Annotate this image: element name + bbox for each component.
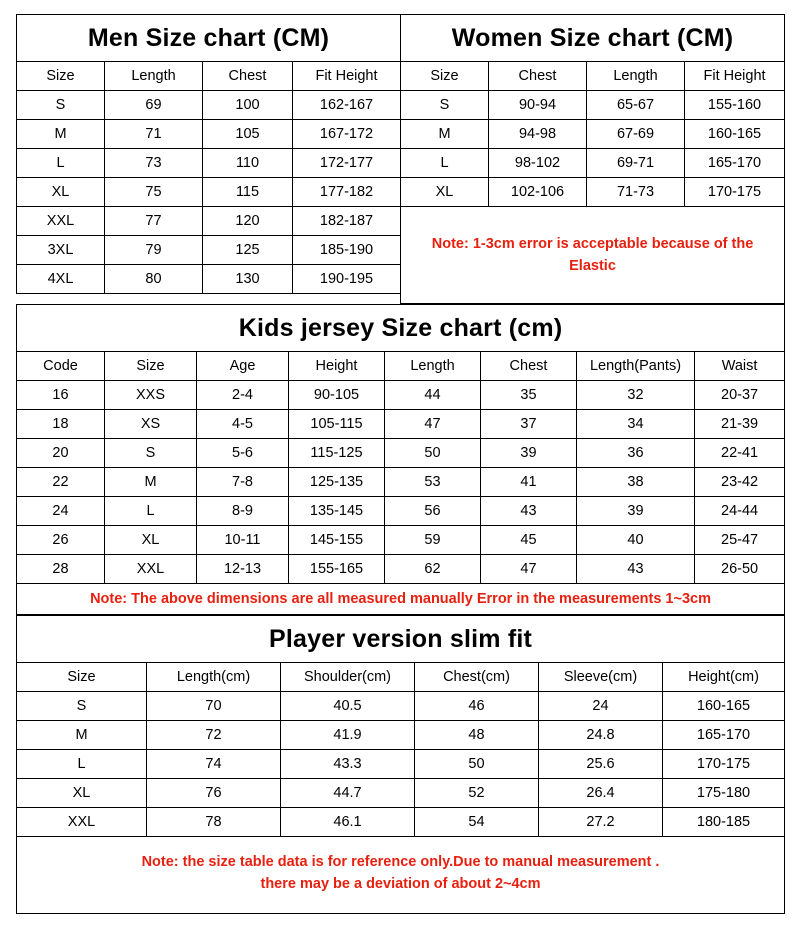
player-col-header: Sleeve(cm): [539, 663, 663, 692]
cell-length: 65-67: [587, 91, 685, 120]
cell-age: 5-6: [197, 439, 289, 468]
men-size-chart: [16, 14, 400, 304]
cell-fit-height: 155-160: [685, 91, 785, 120]
cell-chest: 46: [415, 692, 539, 721]
cell-fit-height: 190-195: [293, 265, 401, 294]
cell-chest: 94-98: [489, 120, 587, 149]
table-row: [401, 149, 785, 178]
table-row: [17, 265, 401, 294]
cell-length: 50: [385, 439, 481, 468]
cell-height: 125-135: [289, 468, 385, 497]
cell-fit-height: 172-177: [293, 149, 401, 178]
men-size-table: [16, 14, 401, 294]
cell-waist: 24-44: [695, 497, 785, 526]
cell-age: 7-8: [197, 468, 289, 497]
cell-fit-height: 182-187: [293, 207, 401, 236]
cell-length-pants: 36: [577, 439, 695, 468]
cell-length: 53: [385, 468, 481, 497]
cell-code: 18: [17, 410, 105, 439]
table-row: [17, 149, 401, 178]
cell-shoulder: 44.7: [281, 779, 415, 808]
cell-age: 10-11: [197, 526, 289, 555]
cell-length-pants: 39: [577, 497, 695, 526]
cell-length: 77: [105, 207, 203, 236]
cell-chest: 50: [415, 750, 539, 779]
cell-fit-height: 177-182: [293, 178, 401, 207]
cell-waist: 20-37: [695, 381, 785, 410]
table-row: [17, 750, 785, 779]
cell-fit-height: 165-170: [685, 149, 785, 178]
cell-size: S: [401, 91, 489, 120]
player-col-header: Shoulder(cm): [281, 663, 415, 692]
cell-waist: 25-47: [695, 526, 785, 555]
cell-chest: 125: [203, 236, 293, 265]
cell-chest: 48: [415, 721, 539, 750]
cell-waist: 21-39: [695, 410, 785, 439]
cell-chest: 54: [415, 808, 539, 837]
player-col-header: Length(cm): [147, 663, 281, 692]
cell-code: 20: [17, 439, 105, 468]
cell-size: XL: [17, 779, 147, 808]
cell-length-pants: 34: [577, 410, 695, 439]
cell-chest: 39: [481, 439, 577, 468]
table-row: [17, 721, 785, 750]
cell-length: 73: [105, 149, 203, 178]
cell-fit-height: 185-190: [293, 236, 401, 265]
player-col-header: Chest(cm): [415, 663, 539, 692]
cell-code: 22: [17, 468, 105, 497]
player-note-line1: Note: the size table data is for reference only.Due to manual measurement .: [141, 853, 660, 870]
cell-size: S: [17, 91, 105, 120]
cell-code: 26: [17, 526, 105, 555]
cell-shoulder: 43.3: [281, 750, 415, 779]
table-row: [17, 779, 785, 808]
table-row: [17, 120, 401, 149]
cell-sleeve: 24: [539, 692, 663, 721]
cell-sleeve: 25.6: [539, 750, 663, 779]
cell-length: 47: [385, 410, 481, 439]
player-note-line2: there may be a deviation of about 2~4cm: [260, 876, 541, 892]
table-row: [401, 178, 785, 207]
top-charts-row: [16, 14, 784, 304]
cell-length: 75: [105, 178, 203, 207]
cell-fit-height: 167-172: [293, 120, 401, 149]
table-row: [17, 236, 401, 265]
table-row: [17, 555, 785, 584]
cell-size: 3XL: [17, 236, 105, 265]
cell-height: 155-165: [289, 555, 385, 584]
cell-size: XXL: [17, 808, 147, 837]
cell-size: M: [17, 120, 105, 149]
cell-sleeve: 24.8: [539, 721, 663, 750]
cell-chest: 105: [203, 120, 293, 149]
women-col-header: Size: [401, 62, 489, 91]
cell-chest: 52: [415, 779, 539, 808]
cell-shoulder: 46.1: [281, 808, 415, 837]
cell-fit-height: 170-175: [685, 178, 785, 207]
table-row: [17, 468, 785, 497]
kids-col-header: Length: [385, 352, 481, 381]
cell-size: M: [105, 468, 197, 497]
cell-length: 56: [385, 497, 481, 526]
cell-size: L: [105, 497, 197, 526]
cell-chest: 35: [481, 381, 577, 410]
cell-height: 175-180: [663, 779, 785, 808]
kids-col-header: Length(Pants): [577, 352, 695, 381]
cell-chest: 43: [481, 497, 577, 526]
cell-chest: 47: [481, 555, 577, 584]
table-row: [17, 439, 785, 468]
cell-waist: 23-42: [695, 468, 785, 497]
cell-code: 24: [17, 497, 105, 526]
women-col-header: Fit Height: [685, 62, 785, 91]
cell-chest: 98-102: [489, 149, 587, 178]
cell-size: XXL: [17, 207, 105, 236]
cell-length: 44: [385, 381, 481, 410]
kids-col-header: Waist: [695, 352, 785, 381]
cell-height: 145-155: [289, 526, 385, 555]
table-row: [17, 207, 401, 236]
cell-length: 71-73: [587, 178, 685, 207]
cell-length: 67-69: [587, 120, 685, 149]
cell-length-pants: 43: [577, 555, 695, 584]
cell-sleeve: 26.4: [539, 779, 663, 808]
cell-length: 72: [147, 721, 281, 750]
women-chart-title: Women Size chart (CM): [401, 15, 785, 62]
women-col-header: Length: [587, 62, 685, 91]
cell-size: XXS: [105, 381, 197, 410]
cell-length: 71: [105, 120, 203, 149]
table-row: [17, 692, 785, 721]
cell-length: 70: [147, 692, 281, 721]
cell-chest: 45: [481, 526, 577, 555]
cell-height: 180-185: [663, 808, 785, 837]
cell-sleeve: 27.2: [539, 808, 663, 837]
cell-chest: 90-94: [489, 91, 587, 120]
cell-size: M: [401, 120, 489, 149]
cell-length-pants: 38: [577, 468, 695, 497]
cell-age: 4-5: [197, 410, 289, 439]
table-row: [17, 410, 785, 439]
cell-size: XXL: [105, 555, 197, 584]
men-header-row: [17, 62, 401, 91]
kids-chart-title: Kids jersey Size chart (cm): [17, 305, 785, 352]
women-size-chart: [400, 14, 784, 304]
cell-length: 78: [147, 808, 281, 837]
men-col-header: Size: [17, 62, 105, 91]
cell-chest: 41: [481, 468, 577, 497]
men-chart-title: Men Size chart (CM): [17, 15, 401, 62]
cell-fit-height: 162-167: [293, 91, 401, 120]
cell-length: 69: [105, 91, 203, 120]
men-col-header: Fit Height: [293, 62, 401, 91]
cell-chest: 102-106: [489, 178, 587, 207]
cell-chest: 115: [203, 178, 293, 207]
kids-col-header: Age: [197, 352, 289, 381]
player-col-header: Size: [17, 663, 147, 692]
cell-size: S: [17, 692, 147, 721]
kids-col-header: Code: [17, 352, 105, 381]
women-col-header: Chest: [489, 62, 587, 91]
cell-size: XL: [105, 526, 197, 555]
kids-col-header: Chest: [481, 352, 577, 381]
player-note: [17, 837, 785, 914]
cell-size: XL: [401, 178, 489, 207]
kids-note: Note: The above dimensions are all measured manually Error in the measurements 1~3cm: [17, 584, 785, 615]
cell-height: 90-105: [289, 381, 385, 410]
table-row: [17, 178, 401, 207]
cell-code: 16: [17, 381, 105, 410]
kids-size-chart: [16, 304, 784, 615]
cell-age: 8-9: [197, 497, 289, 526]
cell-size: 4XL: [17, 265, 105, 294]
cell-length: 69-71: [587, 149, 685, 178]
cell-age: 12-13: [197, 555, 289, 584]
player-col-header: Height(cm): [663, 663, 785, 692]
cell-age: 2-4: [197, 381, 289, 410]
cell-size: S: [105, 439, 197, 468]
cell-length: 79: [105, 236, 203, 265]
player-header-row: [17, 663, 785, 692]
cell-length: 74: [147, 750, 281, 779]
table-row: [401, 120, 785, 149]
table-row: [17, 526, 785, 555]
cell-shoulder: 41.9: [281, 721, 415, 750]
player-version-table: [16, 615, 785, 914]
cell-length-pants: 40: [577, 526, 695, 555]
cell-length: 62: [385, 555, 481, 584]
player-chart-title: Player version slim fit: [17, 616, 785, 663]
cell-fit-height: 160-165: [685, 120, 785, 149]
cell-chest: 130: [203, 265, 293, 294]
cell-chest: 120: [203, 207, 293, 236]
cell-waist: 22-41: [695, 439, 785, 468]
cell-height: 160-165: [663, 692, 785, 721]
cell-shoulder: 40.5: [281, 692, 415, 721]
cell-height: 115-125: [289, 439, 385, 468]
cell-height: 170-175: [663, 750, 785, 779]
cell-size: L: [17, 750, 147, 779]
table-row: [17, 381, 785, 410]
women-size-table: [400, 14, 785, 304]
player-version-chart: [16, 615, 784, 914]
cell-chest: 110: [203, 149, 293, 178]
table-row: [17, 808, 785, 837]
kids-header-row: [17, 352, 785, 381]
cell-height: 105-115: [289, 410, 385, 439]
table-row: [401, 91, 785, 120]
table-row: [17, 91, 401, 120]
kids-col-header: Height: [289, 352, 385, 381]
cell-height: 165-170: [663, 721, 785, 750]
men-col-header: Length: [105, 62, 203, 91]
cell-length: 59: [385, 526, 481, 555]
kids-col-header: Size: [105, 352, 197, 381]
cell-chest: 100: [203, 91, 293, 120]
cell-size: XS: [105, 410, 197, 439]
cell-length-pants: 32: [577, 381, 695, 410]
cell-size: XL: [17, 178, 105, 207]
cell-code: 28: [17, 555, 105, 584]
cell-chest: 37: [481, 410, 577, 439]
cell-length: 80: [105, 265, 203, 294]
cell-size: L: [17, 149, 105, 178]
women-note: Note: 1-3cm error is acceptable because of the Elastic: [401, 207, 785, 304]
cell-waist: 26-50: [695, 555, 785, 584]
table-row: [17, 497, 785, 526]
cell-height: 135-145: [289, 497, 385, 526]
men-col-header: Chest: [203, 62, 293, 91]
cell-size: M: [17, 721, 147, 750]
cell-length: 76: [147, 779, 281, 808]
cell-size: L: [401, 149, 489, 178]
women-header-row: [401, 62, 785, 91]
kids-size-table: [16, 304, 785, 615]
